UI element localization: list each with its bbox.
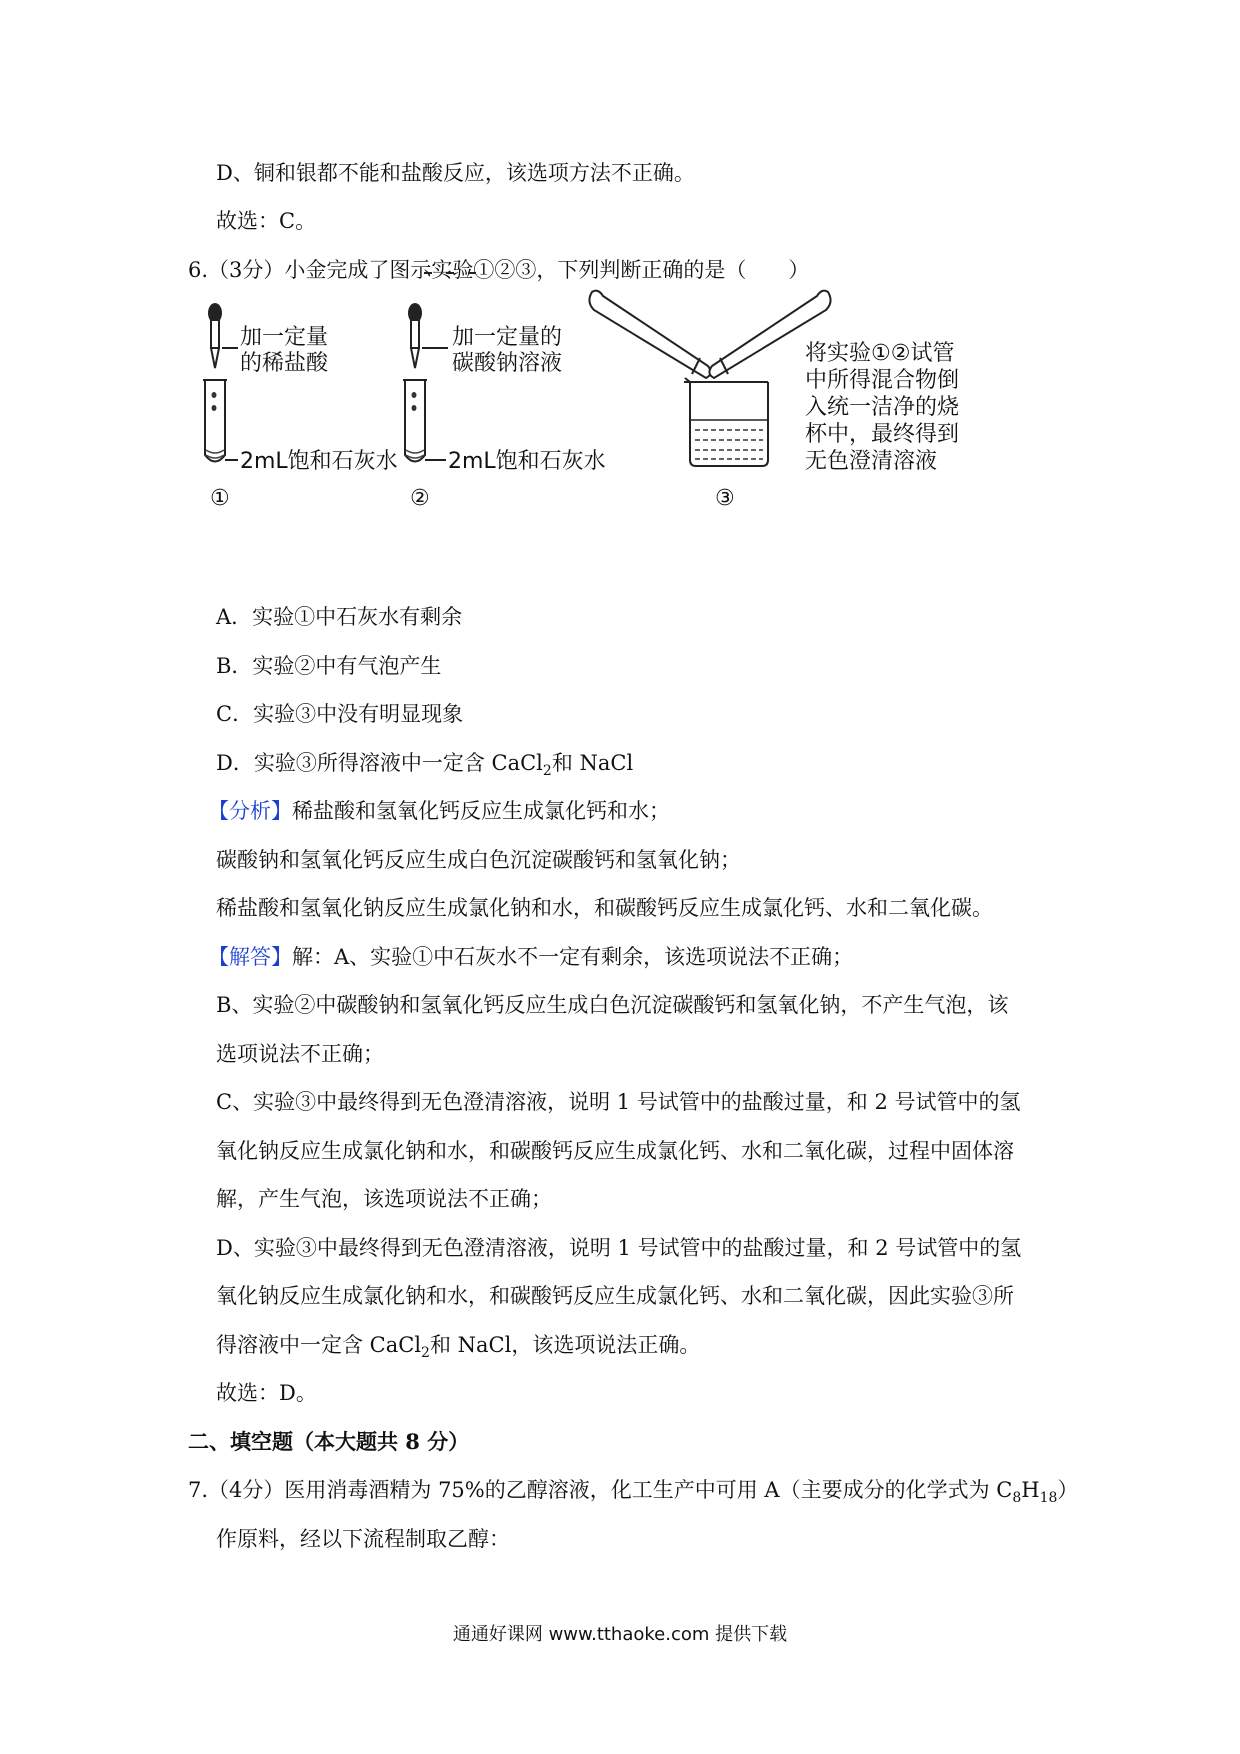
solution-line-c1: C、实验③中最终得到无色澄清溶液，说明 1 号试管中的盐酸过量，和 2 号试管中的氢	[216, 1090, 1021, 1114]
question-7-line-1: 7.（4分）医用消毒酒精为 75%的乙醇溶液，化工生产中可用 A（主要成分的化学式为 $C_8H_{18}$）	[188, 1478, 1079, 1507]
analysis-line-1: 【分析】稀盐酸和氢氧化钙反应生成氯化钙和水；	[208, 799, 670, 823]
solution-line-d1: D、实验③中最终得到无色澄清溶液，说明 1 号试管中的盐酸过量，和 2 号试管中的氢	[216, 1236, 1022, 1260]
experiment-figure	[200, 270, 1060, 530]
analysis-tag: 【分析】	[208, 799, 292, 823]
solution-line-b1: B、实验②中碳酸钠和氢氧化钙反应生成白色沉淀碳酸钙和氢氧化钠，不产生气泡，该	[216, 993, 1009, 1017]
label-3-line1: 将实验①②试管	[805, 341, 955, 366]
label-1a: 加一定量	[240, 325, 329, 350]
test-tube-2	[403, 380, 427, 462]
option-d-explanation: D、铜和银都不能和盐酸反应，该选项方法不正确。	[216, 161, 695, 185]
test-tube-1	[203, 380, 227, 462]
answer-line: 故选：C。	[216, 209, 317, 233]
solution-line-b2: 选项说法不正确；	[216, 1042, 384, 1066]
number-2: ②	[410, 486, 430, 511]
solution-answer: 故选：D。	[216, 1381, 317, 1405]
section-2-title: 二、填空题（本大题共 8 分）	[188, 1429, 470, 1454]
label-1b: 的稀盐酸	[240, 351, 329, 376]
option-c: C．实验③中没有明显现象	[216, 702, 464, 726]
beaker	[684, 378, 768, 466]
label-3-line2: 中所得混合物倒	[805, 368, 960, 393]
label-2b: 碳酸钠溶液	[452, 351, 563, 376]
number-1: ①	[210, 486, 230, 511]
solution-line-c3: 解，产生气泡，该选项说法不正确；	[216, 1187, 552, 1211]
dropper-2	[408, 303, 422, 368]
pouring-tube-left	[589, 291, 710, 378]
option-d: D．实验③所得溶液中一定含 CaCl$_2$和 NaCl	[216, 751, 634, 780]
solution-line-d3: 得溶液中一定含 CaCl$_2$和 NaCl，该选项说法正确。	[216, 1333, 701, 1362]
question-7-line-2: 作原料，经以下流程制取乙醇：	[216, 1527, 510, 1551]
dropper-1	[208, 303, 222, 368]
label-3-line4: 杯中，最终得到	[805, 422, 960, 447]
tube-label-1: 2mL饱和石灰水	[240, 449, 398, 474]
analysis-line-3: 稀盐酸和氢氧化钠反应生成氯化钠和水，和碳酸钙反应生成氯化钙、水和二氧化碳。	[216, 896, 993, 920]
solution-tag: 【解答】	[208, 945, 292, 969]
option-a: A．实验①中石灰水有剩余	[216, 605, 463, 629]
solution-line-d2: 氧化钠反应生成氯化钠和水，和碳酸钙反应生成氯化钙、水和二氧化碳，因此实验③所	[216, 1284, 1014, 1308]
label-3-line3: 入统一洁净的烧	[805, 395, 960, 420]
tube-label-2: 2mL饱和石灰水	[448, 449, 606, 474]
option-b: B．实验②中有气泡产生	[216, 654, 442, 678]
solution-line-a: 【解答】解：A、实验①中石灰水不一定有剩余，该选项说法不正确；	[208, 945, 854, 969]
question-6-stem: 6.（3分）小金完成了图示实验①②③，下列判断正确的是（ ）	[188, 258, 810, 282]
solution-line-c2: 氧化钠反应生成氯化钠和水，和碳酸钙反应生成氯化钙、水和二氧化碳，过程中固体溶	[216, 1139, 1014, 1163]
label-2a: 加一定量的	[452, 325, 563, 350]
footer-text: 通通好课网 www.tthaoke.com 提供下载	[452, 1624, 788, 1645]
label-3-line5: 无色澄清溶液	[805, 449, 938, 474]
analysis-line-2: 碳酸钠和氢氧化钙反应生成白色沉淀碳酸钙和氢氧化钠；	[216, 848, 741, 872]
number-3: ③	[715, 486, 735, 511]
